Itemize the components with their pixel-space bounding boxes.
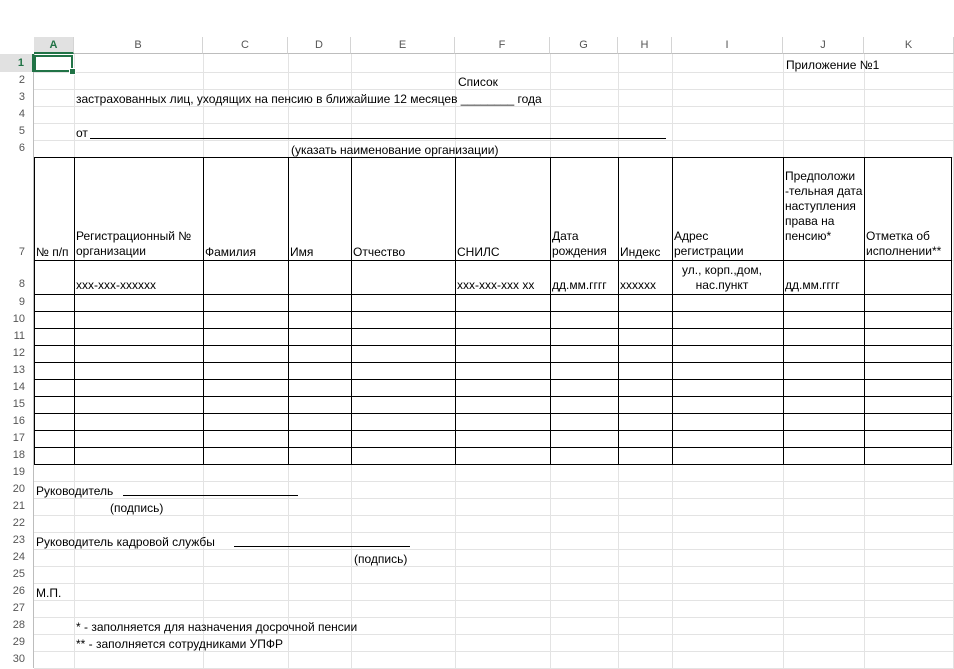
row-header-5[interactable]: 5: [0, 123, 34, 140]
example-pension-date: дд.мм.гггг: [785, 278, 840, 292]
column-header-c[interactable]: C: [203, 37, 288, 54]
row-header-12[interactable]: 12: [0, 345, 34, 362]
example-reg-number: ххх-ххх-хххххх: [76, 278, 156, 292]
header-address: Адрес регистрации: [674, 229, 744, 258]
row-header-18[interactable]: 18: [0, 447, 34, 464]
row-header-3[interactable]: 3: [0, 89, 34, 106]
row-header-1[interactable]: 1: [0, 54, 34, 72]
head-signature-hint: (подпись): [110, 501, 164, 515]
column-header-k[interactable]: K: [864, 37, 954, 54]
appendix-label: Приложение №1: [786, 58, 880, 72]
row-header-6[interactable]: 6: [0, 140, 34, 157]
example-address: ул., корп.,дом, нас.пункт: [682, 263, 762, 292]
hr-signature-line: [234, 546, 410, 547]
column-header-j[interactable]: J: [783, 37, 864, 54]
head-label: Руководитель: [36, 484, 114, 498]
hr-head-label: Руководитель кадровой службы: [36, 535, 215, 549]
row-header-20[interactable]: 20: [0, 481, 34, 498]
row-header-11[interactable]: 11: [0, 328, 34, 345]
column-header-a[interactable]: A: [34, 37, 74, 54]
row-header-4[interactable]: 4: [0, 106, 34, 123]
row-header-25[interactable]: 25: [0, 566, 34, 583]
row-header-21[interactable]: 21: [0, 498, 34, 515]
header-pension-date: Предположи -тельная дата наступления права на пенсию*: [785, 169, 863, 243]
row-header-9[interactable]: 9: [0, 294, 34, 311]
row-header-24[interactable]: 24: [0, 549, 34, 566]
row-header-29[interactable]: 29: [0, 634, 34, 651]
row-header-30[interactable]: 30: [0, 651, 34, 668]
row-header-16[interactable]: 16: [0, 413, 34, 430]
list-subtitle: застрахованных лиц, уходящих на пенсию в ближайшие 12 месяцев ________ года: [76, 92, 542, 106]
row-header-26[interactable]: 26: [0, 583, 34, 600]
row-header-14[interactable]: 14: [0, 379, 34, 396]
row-header-13[interactable]: 13: [0, 362, 34, 379]
row-header-10[interactable]: 10: [0, 311, 34, 328]
organization-line: [90, 138, 666, 139]
select-all-corner[interactable]: [0, 37, 35, 55]
row-header-8[interactable]: 8: [0, 260, 34, 294]
from-label: от: [76, 126, 88, 140]
row-header-7[interactable]: 7: [0, 157, 34, 260]
column-header-e[interactable]: E: [351, 37, 455, 54]
header-execution-mark: Отметка об исполнении**: [866, 229, 942, 258]
header-birth-date: Дата рождения: [552, 229, 607, 258]
example-snils: ххх-ххх-ххх хх: [457, 278, 535, 292]
header-index: Индекс: [620, 245, 661, 259]
column-header-f[interactable]: F: [455, 37, 550, 54]
header-name: Имя: [290, 245, 314, 259]
row-header-22[interactable]: 22: [0, 515, 34, 532]
header-surname: Фамилия: [205, 245, 256, 259]
column-header-i[interactable]: I: [672, 37, 783, 54]
example-index: хххххх: [620, 278, 656, 292]
fill-handle[interactable]: [69, 68, 76, 75]
row-header-17[interactable]: 17: [0, 430, 34, 447]
column-header-d[interactable]: D: [288, 37, 351, 54]
header-snils: СНИЛС: [457, 245, 500, 259]
row-header-27[interactable]: 27: [0, 600, 34, 617]
header-reg-number: Регистрационный № организации: [76, 229, 192, 258]
stamp-label: М.П.: [36, 586, 62, 600]
organization-hint: (указать наименование организации): [291, 143, 499, 157]
row-header-28[interactable]: 28: [0, 617, 34, 634]
header-patronymic: Отчество: [353, 245, 406, 259]
footnote-2: ** - заполняется сотрудниками УПФР: [76, 637, 284, 651]
example-birth-date: дд.мм.гггг: [552, 278, 607, 292]
header-num: № п/п: [36, 245, 69, 259]
row-header-15[interactable]: 15: [0, 396, 34, 413]
column-header-b[interactable]: B: [74, 37, 203, 54]
column-header-h[interactable]: H: [618, 37, 672, 54]
hr-signature-hint: (подпись): [354, 552, 408, 566]
list-title: Список: [458, 75, 498, 89]
row-header-19[interactable]: 19: [0, 464, 34, 481]
footnote-1: * - заполняется для назначения досрочной пенсии: [76, 620, 358, 634]
head-signature-line: [123, 495, 298, 496]
row-header-23[interactable]: 23: [0, 532, 34, 549]
column-header-g[interactable]: G: [550, 37, 618, 54]
selected-cell-a1[interactable]: [34, 55, 73, 72]
row-header-2[interactable]: 2: [0, 72, 34, 89]
